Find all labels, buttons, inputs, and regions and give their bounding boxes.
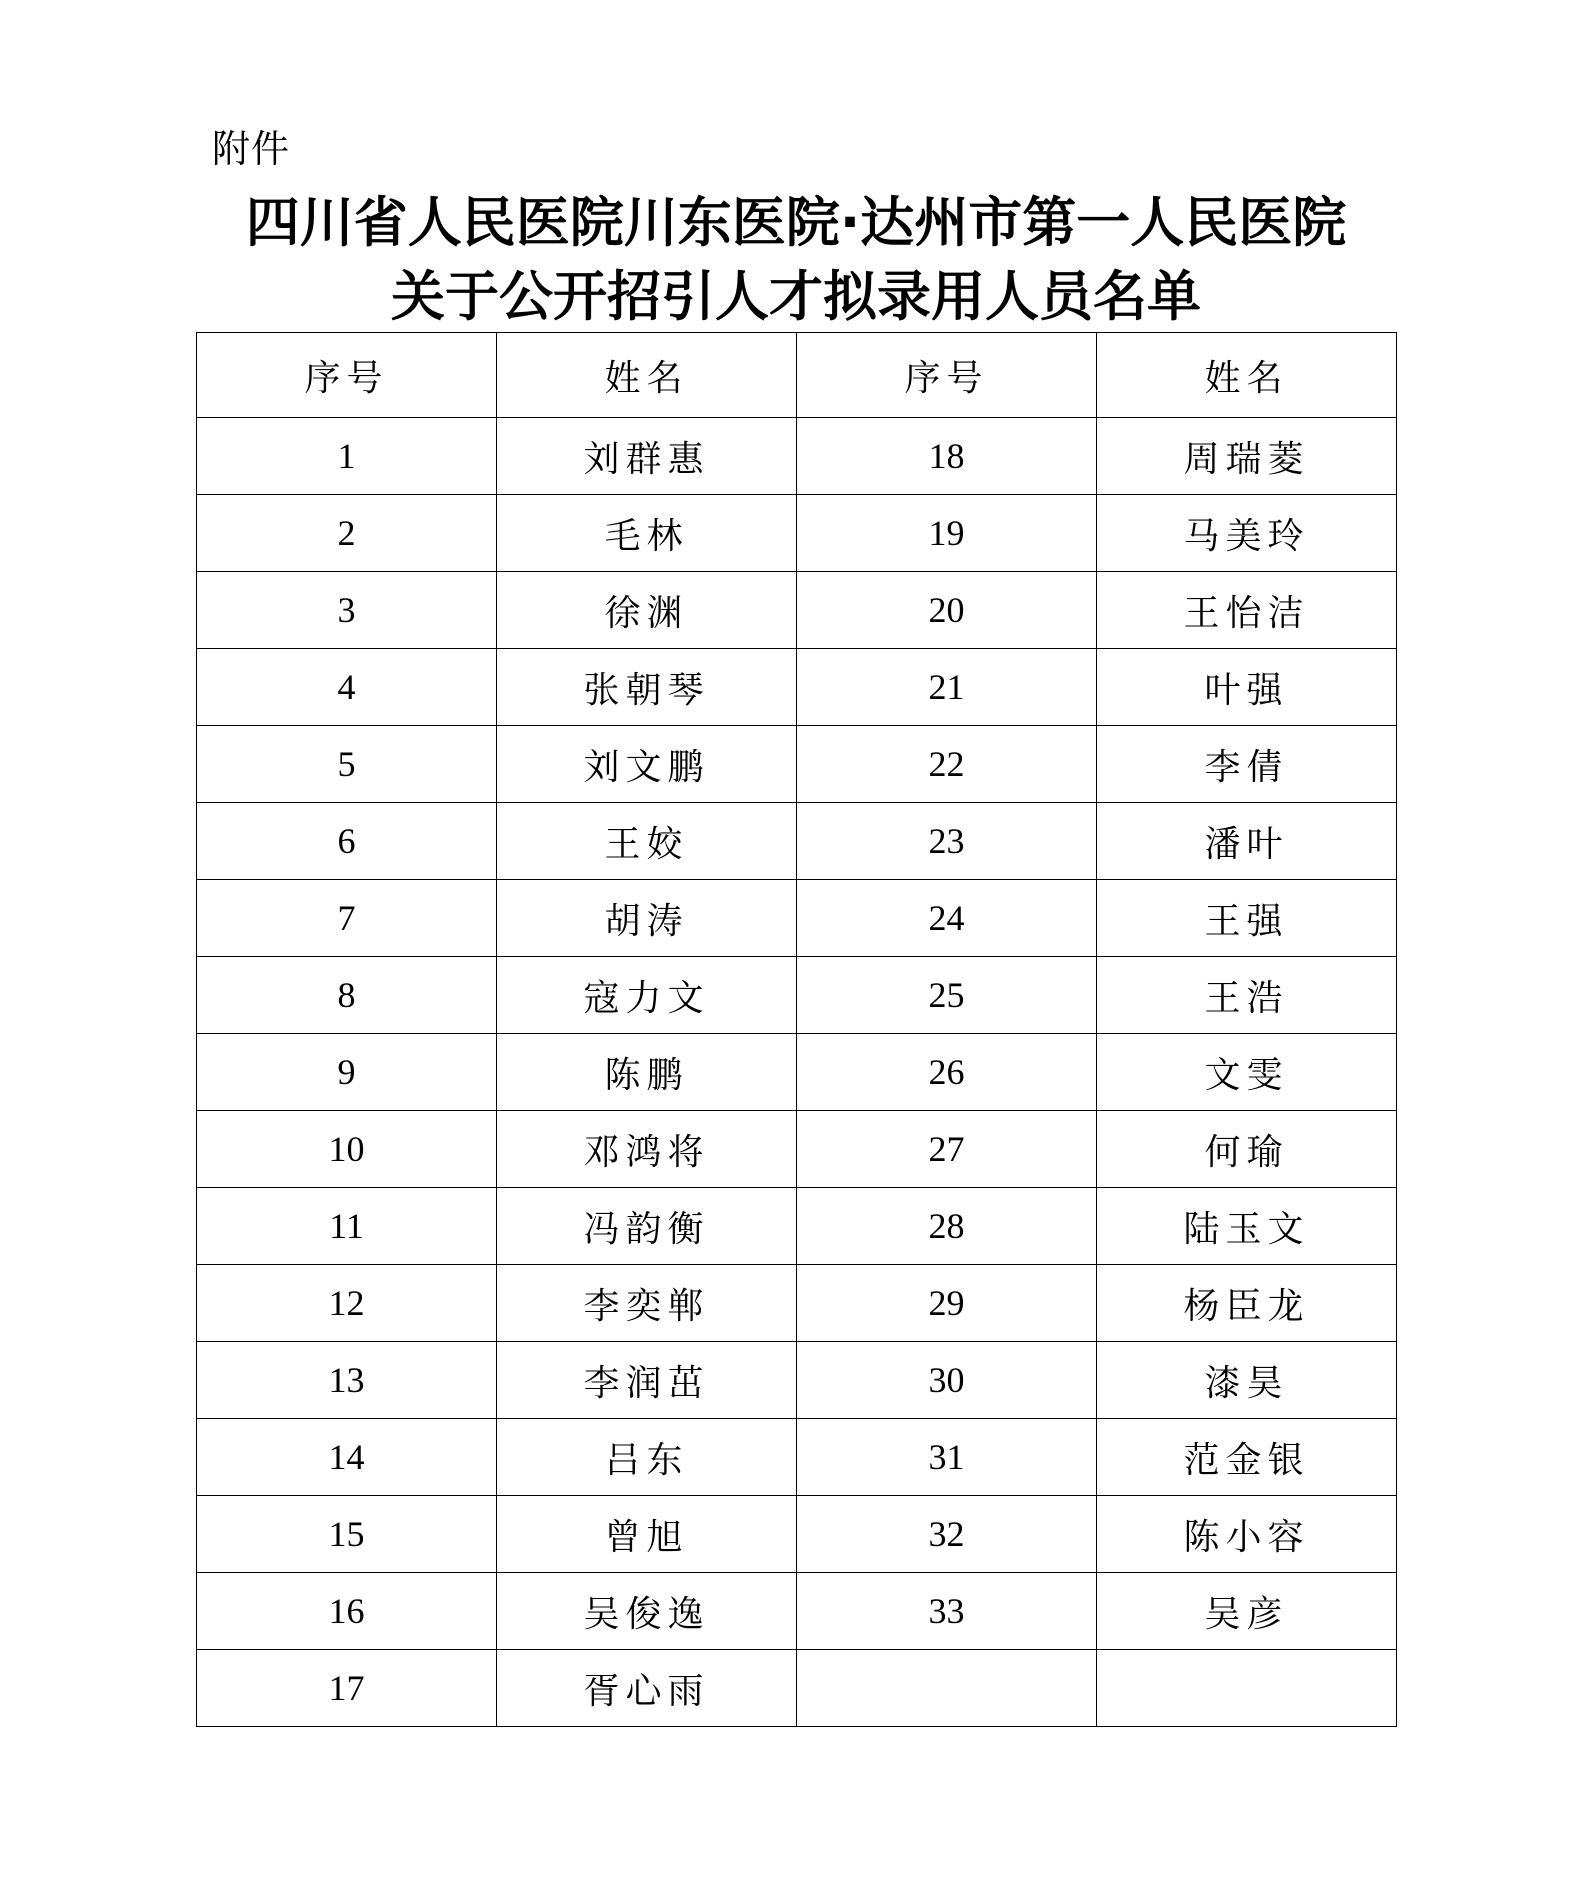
name-cell: 吴俊逸 <box>497 1573 797 1650</box>
serial-number-cell: 7 <box>197 880 497 957</box>
name-cell: 寇力文 <box>497 957 797 1034</box>
name-cell: 曾旭 <box>497 1496 797 1573</box>
serial-number-cell: 6 <box>197 803 497 880</box>
name-cell: 漆昊 <box>1097 1342 1397 1419</box>
table-row <box>197 649 1397 726</box>
serial-number-cell: 23 <box>797 803 1097 880</box>
name-cell: 刘文鹏 <box>497 726 797 803</box>
document-title-line-2: 关于公开招引人才拟录用人员名单 <box>391 265 1201 328</box>
name-cell: 陈小容 <box>1097 1496 1397 1573</box>
name-cell: 潘叶 <box>1097 803 1397 880</box>
table-row <box>197 1496 1397 1573</box>
table-row <box>197 880 1397 957</box>
name-cell: 徐渊 <box>497 572 797 649</box>
name-cell: 胥心雨 <box>497 1650 797 1727</box>
name-cell: 杨臣龙 <box>1097 1265 1397 1342</box>
table-row <box>197 495 1397 572</box>
header-serial-number-right: 序号 <box>797 333 1097 418</box>
table-row <box>197 957 1397 1034</box>
serial-number-cell: 30 <box>797 1342 1097 1419</box>
serial-number-cell: 27 <box>797 1111 1097 1188</box>
name-cell: 王姣 <box>497 803 797 880</box>
name-cell: 范金银 <box>1097 1419 1397 1496</box>
serial-number-cell: 1 <box>197 418 497 495</box>
serial-number-cell: 25 <box>797 957 1097 1034</box>
name-cell: 王强 <box>1097 880 1397 957</box>
table-row <box>197 1650 1397 1727</box>
name-cell: 王浩 <box>1097 957 1397 1034</box>
name-cell: 马美玲 <box>1097 495 1397 572</box>
roster-table <box>196 332 1397 1727</box>
serial-number-cell: 22 <box>797 726 1097 803</box>
name-cell: 何瑜 <box>1097 1111 1397 1188</box>
serial-number-cell: 14 <box>197 1419 497 1496</box>
name-cell: 刘群惠 <box>497 418 797 495</box>
serial-number-cell: 16 <box>197 1573 497 1650</box>
table-row <box>197 726 1397 803</box>
table-row <box>197 572 1397 649</box>
serial-number-cell: 10 <box>197 1111 497 1188</box>
attachment-label: 附件 <box>212 127 291 171</box>
table-row <box>197 1034 1397 1111</box>
table-row <box>197 1342 1397 1419</box>
serial-number-cell: 15 <box>197 1496 497 1573</box>
table-header-row <box>197 333 1397 418</box>
serial-number-cell: 20 <box>797 572 1097 649</box>
table-row <box>197 418 1397 495</box>
serial-number-cell: 19 <box>797 495 1097 572</box>
name-cell: 王怡洁 <box>1097 572 1397 649</box>
table-row <box>197 1111 1397 1188</box>
serial-number-cell: 12 <box>197 1265 497 1342</box>
serial-number-cell: 26 <box>797 1034 1097 1111</box>
serial-number-cell: 11 <box>197 1188 497 1265</box>
serial-number-cell: 4 <box>197 649 497 726</box>
serial-number-cell: 18 <box>797 418 1097 495</box>
serial-number-cell: 24 <box>797 880 1097 957</box>
serial-number-cell: 8 <box>197 957 497 1034</box>
serial-number-cell: 9 <box>197 1034 497 1111</box>
table-row <box>197 1573 1397 1650</box>
header-name-right: 姓名 <box>1097 333 1397 418</box>
table-row <box>197 1188 1397 1265</box>
table-row <box>197 1265 1397 1342</box>
serial-number-cell: 17 <box>197 1650 497 1727</box>
name-cell: 冯韵衡 <box>497 1188 797 1265</box>
name-cell: 毛林 <box>497 495 797 572</box>
serial-number-cell: 21 <box>797 649 1097 726</box>
header-name-left: 姓名 <box>497 333 797 418</box>
name-cell: 叶强 <box>1097 649 1397 726</box>
serial-number-cell: 29 <box>797 1265 1097 1342</box>
name-cell: 胡涛 <box>497 880 797 957</box>
name-cell: 邓鸿将 <box>497 1111 797 1188</box>
serial-number-cell: 33 <box>797 1573 1097 1650</box>
name-cell: 张朝琴 <box>497 649 797 726</box>
name-cell: 周瑞菱 <box>1097 418 1397 495</box>
name-cell: 吕东 <box>497 1419 797 1496</box>
serial-number-cell: 3 <box>197 572 497 649</box>
name-cell: 李倩 <box>1097 726 1397 803</box>
name-cell: 陆玉文 <box>1097 1188 1397 1265</box>
table-row <box>197 1419 1397 1496</box>
header-serial-number-left: 序号 <box>197 333 497 418</box>
serial-number-cell <box>797 1650 1097 1727</box>
name-cell: 李奕郸 <box>497 1265 797 1342</box>
name-cell: 陈鹏 <box>497 1034 797 1111</box>
serial-number-cell: 31 <box>797 1419 1097 1496</box>
name-cell: 李润茁 <box>497 1342 797 1419</box>
serial-number-cell: 13 <box>197 1342 497 1419</box>
serial-number-cell: 28 <box>797 1188 1097 1265</box>
serial-number-cell: 5 <box>197 726 497 803</box>
document-title-line-1: 四川省人民医院川东医院·达州市第一人民医院 <box>245 191 1347 254</box>
name-cell: 吴彦 <box>1097 1573 1397 1650</box>
name-cell <box>1097 1650 1397 1727</box>
serial-number-cell: 2 <box>197 495 497 572</box>
roster-body <box>197 418 1397 1727</box>
serial-number-cell: 32 <box>797 1496 1097 1573</box>
table-row <box>197 803 1397 880</box>
name-cell: 文雯 <box>1097 1034 1397 1111</box>
